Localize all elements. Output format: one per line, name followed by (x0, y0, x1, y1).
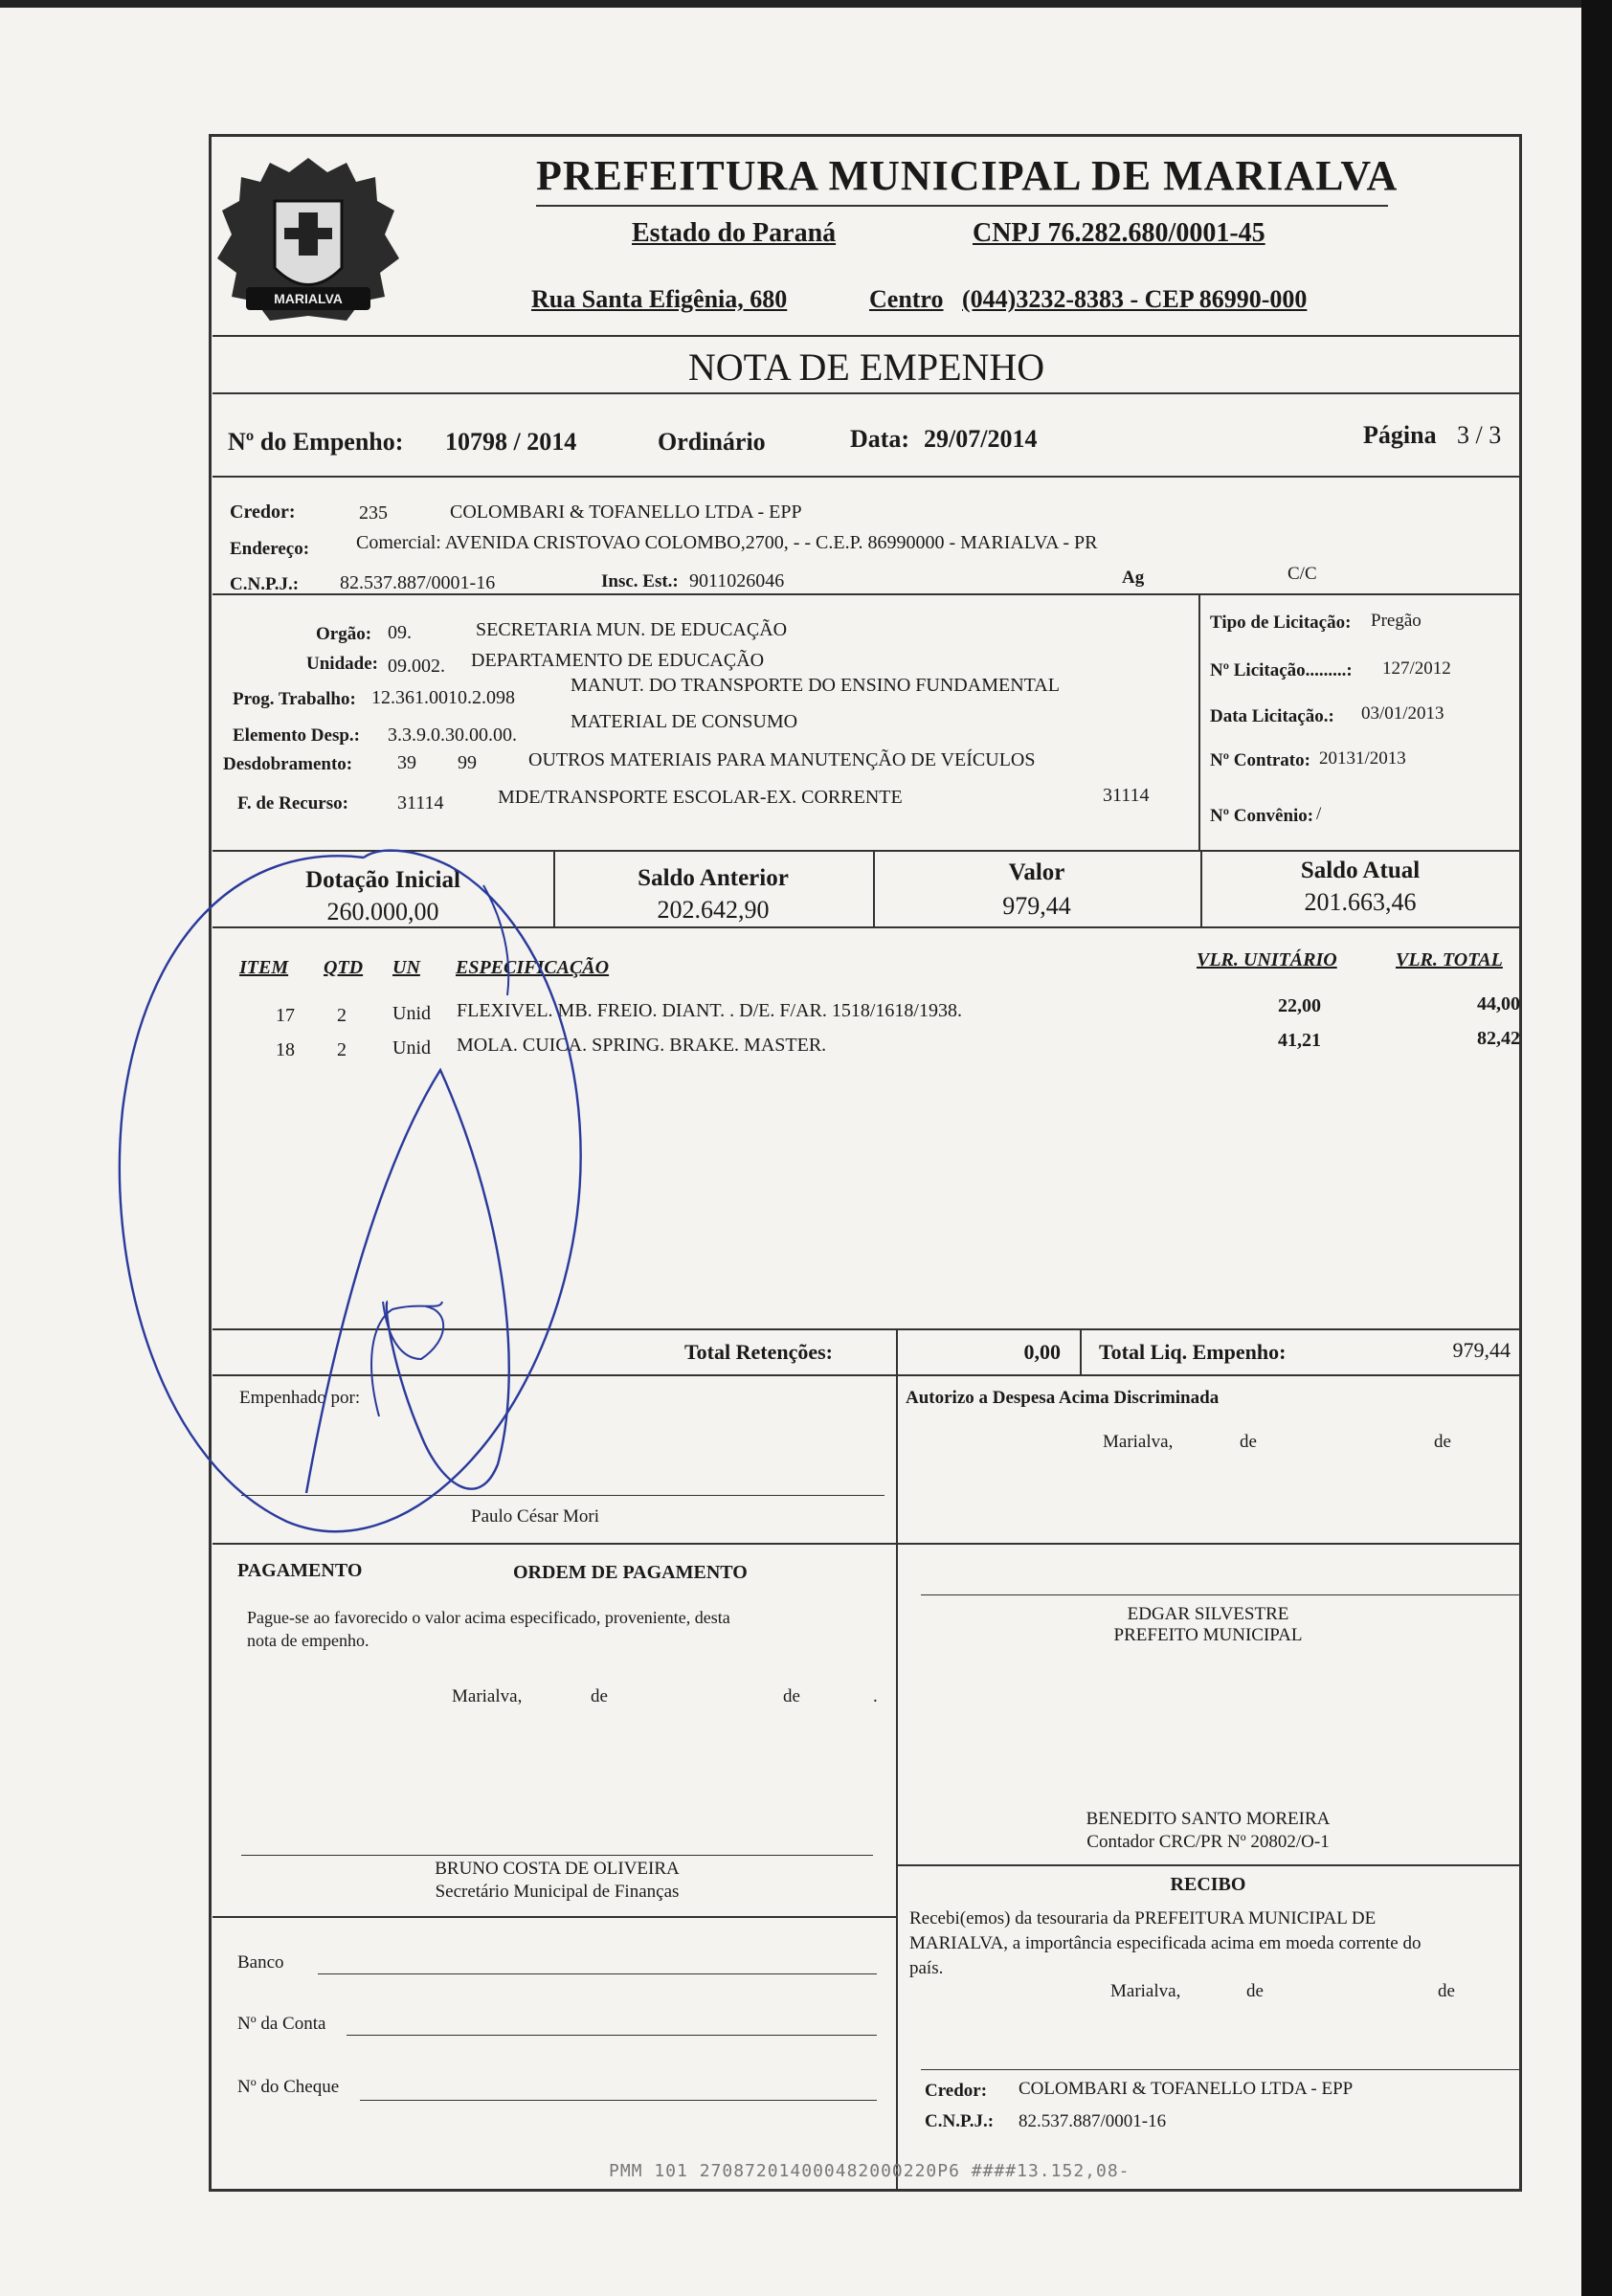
scan-right-edge (1581, 0, 1612, 2296)
divider (213, 593, 1520, 595)
col-valor-total: VLR. TOTAL (1396, 949, 1503, 970)
title-underline (536, 205, 1388, 207)
recibo-credor-value: COLOMBARI & TOFANELLO LTDA - EPP (1019, 2079, 1354, 2099)
divider (896, 1864, 1520, 1866)
pagamento-de-1: de (591, 1686, 608, 1706)
conta-line (347, 2035, 877, 2036)
unidade-label: Unidade: (306, 654, 378, 674)
header-cnpj: CNPJ 76.282.680/0001-45 (973, 218, 1265, 248)
divider (213, 1543, 1520, 1545)
divider (213, 1374, 1520, 1376)
valor-value: 979,44 (1002, 892, 1071, 920)
empenhado-label: Empenhado por: (239, 1388, 361, 1408)
agencia-label: Ag (1122, 568, 1145, 588)
elemento-desc: MATERIAL DE CONSUMO (571, 711, 798, 732)
autorizo-de-2: de (1434, 1432, 1451, 1452)
col-qtd: QTD (324, 957, 364, 978)
empenho-label: Nº do Empenho: (228, 428, 404, 456)
contador-name: BENEDITO SANTO MOREIRA (1086, 1809, 1331, 1829)
municipal-crest-icon (213, 144, 404, 335)
pagamento-period: . (873, 1686, 878, 1706)
total-retencoes-label: Total Retenções: (684, 1340, 833, 1364)
recibo-title: RECIBO (1170, 1874, 1246, 1895)
credor-cnpj-label: C.N.P.J.: (230, 574, 300, 594)
convenio-value: / (1316, 804, 1322, 824)
item-especificacao: FLEXIVEL. MB. FREIO. DIANT. . D/E. F/AR. 1518/1618/1938. (457, 1000, 962, 1021)
divider (213, 926, 1520, 928)
banco-line (318, 1973, 877, 1974)
divider (213, 1916, 896, 1918)
recibo-de-2: de (1438, 1981, 1455, 2001)
empenho-type: Ordinário (658, 428, 766, 456)
saldo-anterior-label: Saldo Anterior (638, 865, 789, 891)
tipo-licitacao-value: Pregão (1371, 611, 1422, 631)
empenho-number: 10798 / 2014 (445, 428, 577, 456)
credor-name: COLOMBARI & TOFANELLO LTDA - EPP (450, 502, 802, 523)
prog-code: 12.361.0010.2.098 (371, 687, 515, 708)
ie-value: 9011026046 (689, 570, 785, 591)
divider (213, 1328, 1520, 1330)
contador-role: Contador CRC/PR Nº 20802/O-1 (1086, 1832, 1330, 1852)
empenhado-name: Paulo César Mori (471, 1506, 600, 1527)
autorizo-label: Autorizo a Despesa Acima Discriminada (906, 1388, 1220, 1408)
saldo-anterior-value: 202.642,90 (657, 896, 770, 924)
item-valor-total: 44,00 (1477, 993, 1520, 1014)
data-licitacao-label: Data Licitação.: (1210, 706, 1334, 726)
num-licitacao-value: 127/2012 (1382, 658, 1451, 679)
date-value: 29/07/2014 (924, 425, 1038, 453)
signature-line (241, 1495, 884, 1496)
state-name: Estado do Paraná (632, 218, 837, 248)
elemento-code: 3.3.9.0.30.00.00. (388, 724, 517, 746)
signature-line (921, 2069, 1520, 2070)
cheque-line (360, 2100, 877, 2101)
fonte-code: 31114 (397, 792, 444, 814)
secretario-name: BRUNO COSTA DE OLIVEIRA (435, 1859, 680, 1879)
item-valor-total: 82,42 (1477, 1028, 1520, 1049)
item-number: 17 (276, 1005, 295, 1026)
divider (1080, 1328, 1082, 1374)
cheque-label: Nº do Cheque (237, 2077, 340, 2097)
convenio-label: Nº Convênio: (1210, 806, 1314, 826)
col-un: UN (392, 957, 420, 978)
secretario-role: Secretário Municipal de Finanças (435, 1882, 680, 1902)
divider (1198, 593, 1200, 852)
col-item: ITEM (239, 957, 289, 978)
signature-line (921, 1594, 1520, 1595)
page-title: PREFEITURA MUNICIPAL DE MARIALVA (536, 152, 1399, 199)
pagamento-label: PAGAMENTO (237, 1560, 363, 1581)
endereco-value: Comercial: AVENIDA CRISTOVAO COLOMBO,2700, - - C.E.P. 86990000 - MARIALVA - PR (356, 532, 1098, 553)
header-phone-cep: (044)3232-8383 - CEP 86990-000 (962, 285, 1308, 313)
divider (213, 850, 1520, 852)
prefeito-name: EDGAR SILVESTRE (1127, 1604, 1289, 1624)
crest-text: MARIALVA (274, 291, 343, 306)
conta-corrente-label: C/C (1287, 564, 1317, 584)
credor-label: Credor: (230, 502, 296, 523)
col-valor-unitario: VLR. UNITÁRIO (1197, 949, 1337, 970)
autorizo-de-1: de (1240, 1432, 1257, 1452)
unidade-desc: DEPARTAMENTO DE EDUCAÇÃO (471, 650, 765, 671)
recibo-line-1: Recebi(emos) da tesouraria da PREFEITURA MUNICIPAL DE (909, 1908, 1377, 1928)
total-liquido-value: 979,44 (1452, 1338, 1511, 1362)
scan-top-edge (0, 0, 1612, 8)
pagamento-text-2: nota de empenho. (247, 1631, 369, 1650)
elemento-label: Elemento Desp.: (233, 725, 360, 746)
recibo-cnpj-value: 82.537.887/0001-16 (1019, 2111, 1167, 2131)
contrato-value: 20131/2013 (1319, 748, 1406, 769)
recibo-de-1: de (1246, 1981, 1264, 2001)
unidade-code: 09.002. (388, 656, 445, 677)
banco-label: Banco (237, 1952, 284, 1973)
pagamento-text-1: Pague-se ao favorecido o valor acima especificado, proveniente, desta (247, 1608, 730, 1627)
divider (896, 1328, 898, 1374)
page-number: 3 / 3 (1457, 421, 1502, 449)
header-district: Centro (869, 285, 944, 313)
fonte-label: F. de Recurso: (237, 793, 348, 814)
prog-desc: MANUT. DO TRANSPORTE DO ENSINO FUNDAMENTAL (571, 675, 1060, 696)
recibo-line-3: país. (909, 1958, 944, 1978)
data-licitacao-value: 03/01/2013 (1361, 703, 1444, 724)
recibo-line-2: MARIALVA, a importância especificada acima em moeda corrente do (909, 1933, 1422, 1953)
ordem-pagamento-label: ORDEM DE PAGAMENTO (513, 1562, 748, 1583)
saldo-atual-value: 201.663,46 (1304, 888, 1417, 916)
pagamento-de-2: de (783, 1686, 800, 1706)
contrato-label: Nº Contrato: (1210, 750, 1310, 770)
pagamento-city: Marialva, (452, 1686, 523, 1706)
endereco-label: Endereço: (230, 539, 310, 559)
dotacao-value: 260.000,00 (326, 898, 439, 925)
recibo-credor-label: Credor: (925, 2081, 988, 2101)
orgao-desc: SECRETARIA MUN. DE EDUCAÇÃO (476, 619, 788, 640)
desdobramento-desc: OUTROS MATERIAIS PARA MANUTENÇÃO DE VEÍCULOS (528, 749, 1036, 770)
document-title: NOTA DE EMPENHO (687, 346, 1045, 389)
footer-code: PMM 101 270872014000482000220P6 ####13.152,08- (609, 2161, 1131, 2181)
item-un: Unid (392, 1037, 431, 1059)
valor-label: Valor (1008, 859, 1065, 885)
saldo-atual-label: Saldo Atual (1300, 858, 1421, 883)
dotacao-label: Dotação Inicial (305, 867, 460, 893)
recibo-city: Marialva, (1110, 1981, 1181, 2001)
total-retencoes-value: 0,00 (1023, 1340, 1061, 1364)
fonte-desc: MDE/TRANSPORTE ESCOLAR-EX. CORRENTE (498, 787, 903, 808)
credor-code: 235 (359, 502, 388, 524)
desdobramento-code2: 99 (458, 752, 477, 773)
desdobramento-label: Desdobramento: (223, 754, 353, 774)
page-label: Página (1363, 421, 1437, 449)
item-un: Unid (392, 1003, 431, 1024)
item-valor-unitario: 22,00 (1278, 995, 1321, 1016)
num-licitacao-label: Nº Licitação.........: (1210, 660, 1353, 680)
ie-label: Insc. Est.: (601, 571, 679, 591)
tipo-licitacao-label: Tipo de Licitação: (1210, 613, 1352, 633)
conta-label: Nº da Conta (237, 2014, 326, 2034)
item-especificacao: MOLA. CUICA. SPRING. BRAKE. MASTER. (457, 1035, 827, 1056)
orgao-code: 09. (388, 622, 412, 643)
recibo-cnpj-label: C.N.P.J.: (925, 2111, 995, 2131)
autorizo-city: Marialva, (1103, 1432, 1174, 1452)
fonte-code-2: 31114 (1103, 785, 1150, 806)
total-liquido-label: Total Liq. Empenho: (1099, 1340, 1287, 1364)
credor-cnpj-value: 82.537.887/0001-16 (340, 572, 496, 593)
divider (213, 476, 1520, 478)
item-qtd: 2 (337, 1005, 347, 1026)
orgao-label: Orgão: (316, 624, 372, 644)
col-especificacao: ESPECIFICAÇÃO (456, 957, 610, 978)
item-qtd: 2 (337, 1039, 347, 1060)
date-label: Data: (850, 425, 910, 453)
desdobramento-code1: 39 (397, 752, 416, 773)
prefeito-role: PREFEITO MUNICIPAL (1113, 1625, 1303, 1645)
header-address: Rua Santa Efigênia, 680 (531, 285, 788, 313)
prog-label: Prog. Trabalho: (233, 689, 356, 709)
item-valor-unitario: 41,21 (1278, 1030, 1321, 1051)
divider (213, 392, 1520, 394)
divider (213, 335, 1520, 337)
signature-line (241, 1855, 873, 1856)
item-number: 18 (276, 1039, 295, 1060)
